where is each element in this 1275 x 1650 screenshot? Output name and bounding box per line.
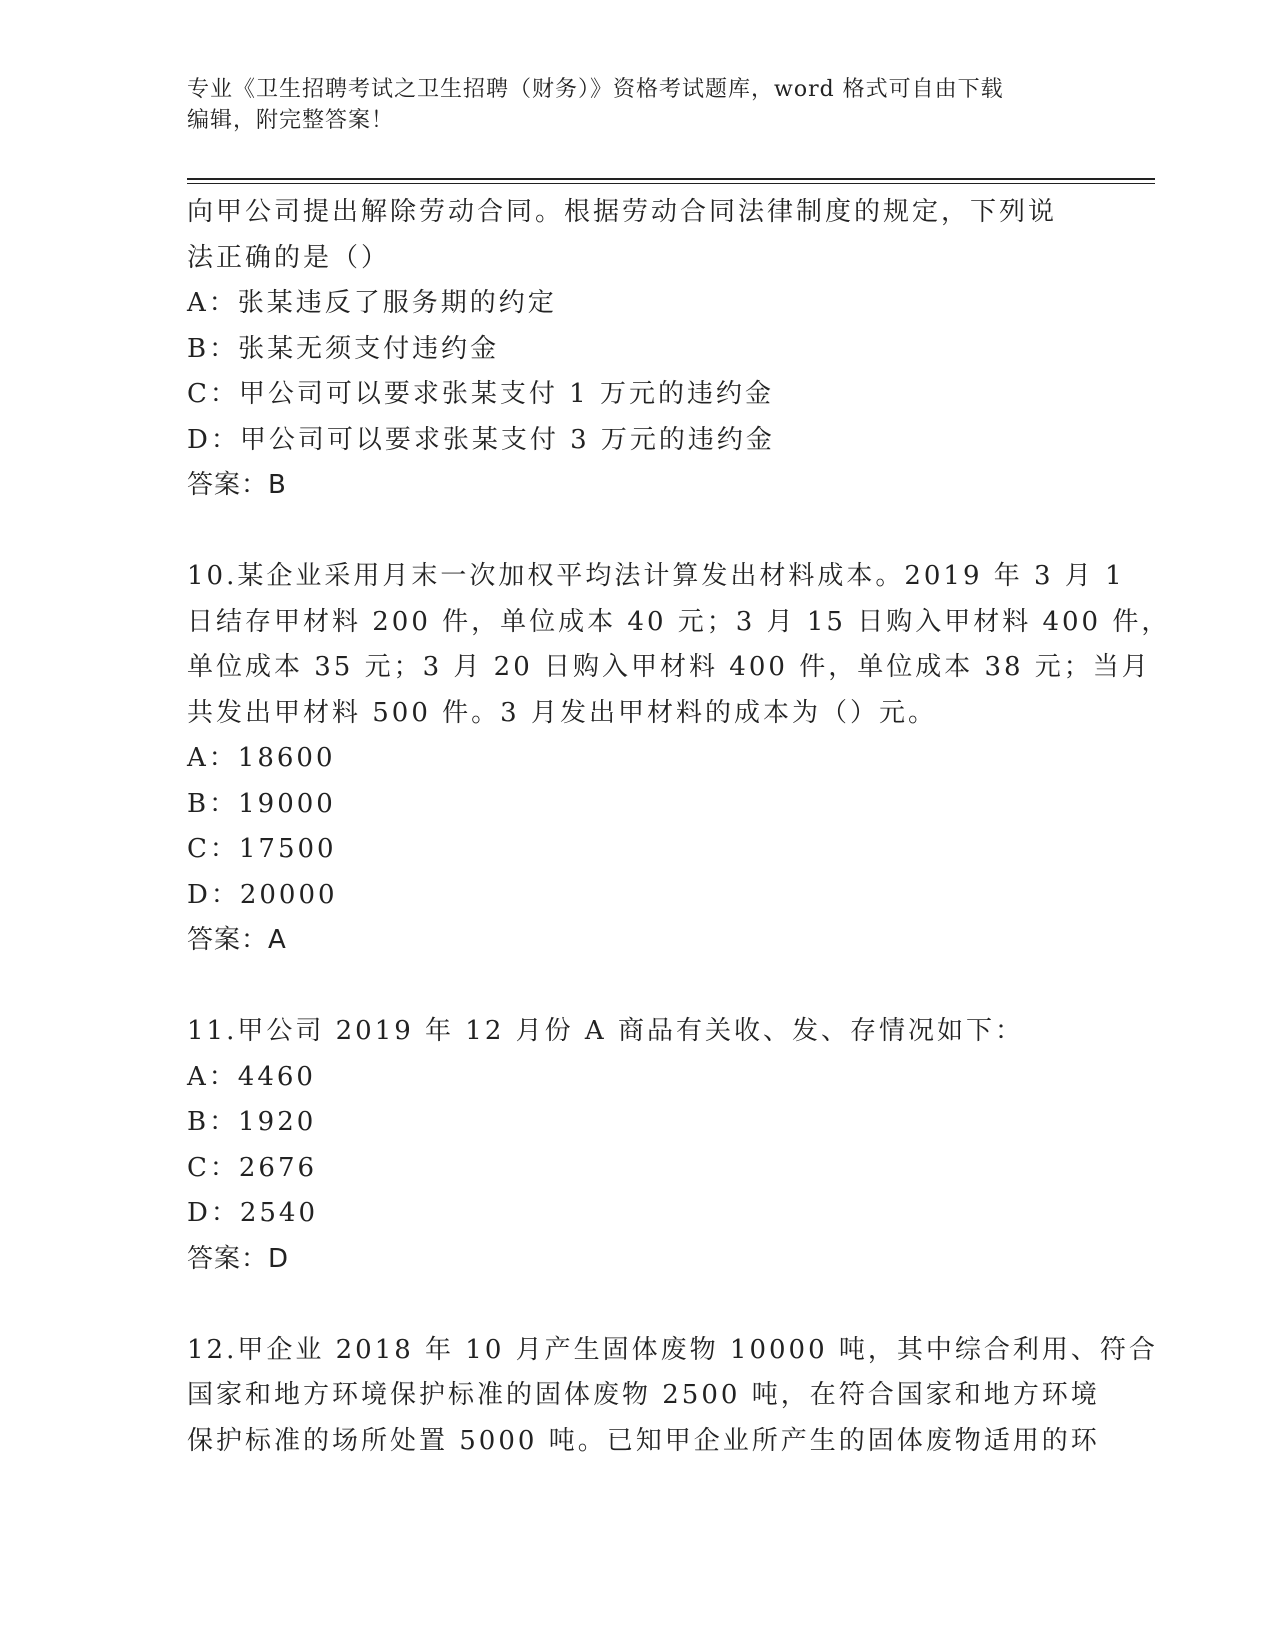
option-a: A：张某违反了服务期的约定	[187, 288, 557, 318]
question-stem: 单位成本 35 元；3 月 20 日购入甲材料 400 件，单位成本 38 元；当月	[187, 652, 1151, 682]
header-divider	[187, 178, 1155, 184]
answer: 答案：D	[187, 1243, 290, 1274]
question-stem: 12.甲企业 2018 年 10 月产生固体废物 10000 吨，其中综合利用、符合	[187, 1334, 1158, 1365]
question-10	[187, 554, 1171, 964]
header-line-1: 专业《卫生招聘考试之卫生招聘（财务）》资格考试题库，word 格式可自由下载	[187, 77, 1004, 102]
question-stem: 法正确的是（）	[187, 242, 391, 273]
question-stem: 10.某企业采用月末一次加权平均法计算发出材料成本。2019 年 3 月 1	[187, 561, 1125, 591]
option-c: C：甲公司可以要求张某支付 1 万元的违约金	[187, 379, 774, 409]
question-stem: 共发出甲材料 500 件。3 月发出甲材料的成本为（）元。	[187, 697, 937, 728]
option-d: D：20000	[187, 879, 338, 910]
document-body	[187, 190, 1171, 1464]
option-a: A：4460	[187, 1061, 316, 1092]
spacer	[187, 964, 1087, 1010]
option-b: B：19000	[187, 788, 336, 819]
header-line-2: 编辑，附完整答案！	[187, 108, 395, 133]
question-stem: 日结存甲材料 200 件，单位成本 40 元；3 月 15 日购入甲材料 400 件，	[187, 606, 1171, 637]
question-9	[187, 190, 1087, 509]
option-b: B：张某无须支付违约金	[187, 333, 500, 364]
option-d: D：2540	[187, 1198, 319, 1228]
question-11	[187, 1009, 1087, 1282]
question-stem: 国家和地方环境保护标准的固体废物 2500 吨，在符合国家和地方环境	[187, 1380, 1100, 1410]
question-stem: 11.甲公司 2019 年 12 月份 A 商品有关收、发、存情况如下：	[187, 1016, 1024, 1046]
question-stem: 保护标准的场所处置 5000 吨。已知甲企业所产生的固体废物适用的环	[187, 1425, 1100, 1456]
spacer	[187, 509, 1087, 555]
answer: 答案：B	[187, 470, 287, 500]
option-c: C：17500	[187, 834, 337, 864]
option-b: B：1920	[187, 1107, 317, 1137]
answer: 答案：A	[187, 925, 287, 955]
option-d: D：甲公司可以要求张某支付 3 万元的违约金	[187, 424, 775, 455]
option-c: C：2676	[187, 1152, 318, 1183]
option-a: A：18600	[187, 743, 336, 773]
question-stem: 向甲公司提出解除劳动合同。根据劳动合同法律制度的规定，下列说	[187, 197, 1058, 227]
spacer	[187, 1282, 1087, 1328]
document-header	[187, 74, 1087, 136]
question-12	[187, 1328, 1158, 1465]
